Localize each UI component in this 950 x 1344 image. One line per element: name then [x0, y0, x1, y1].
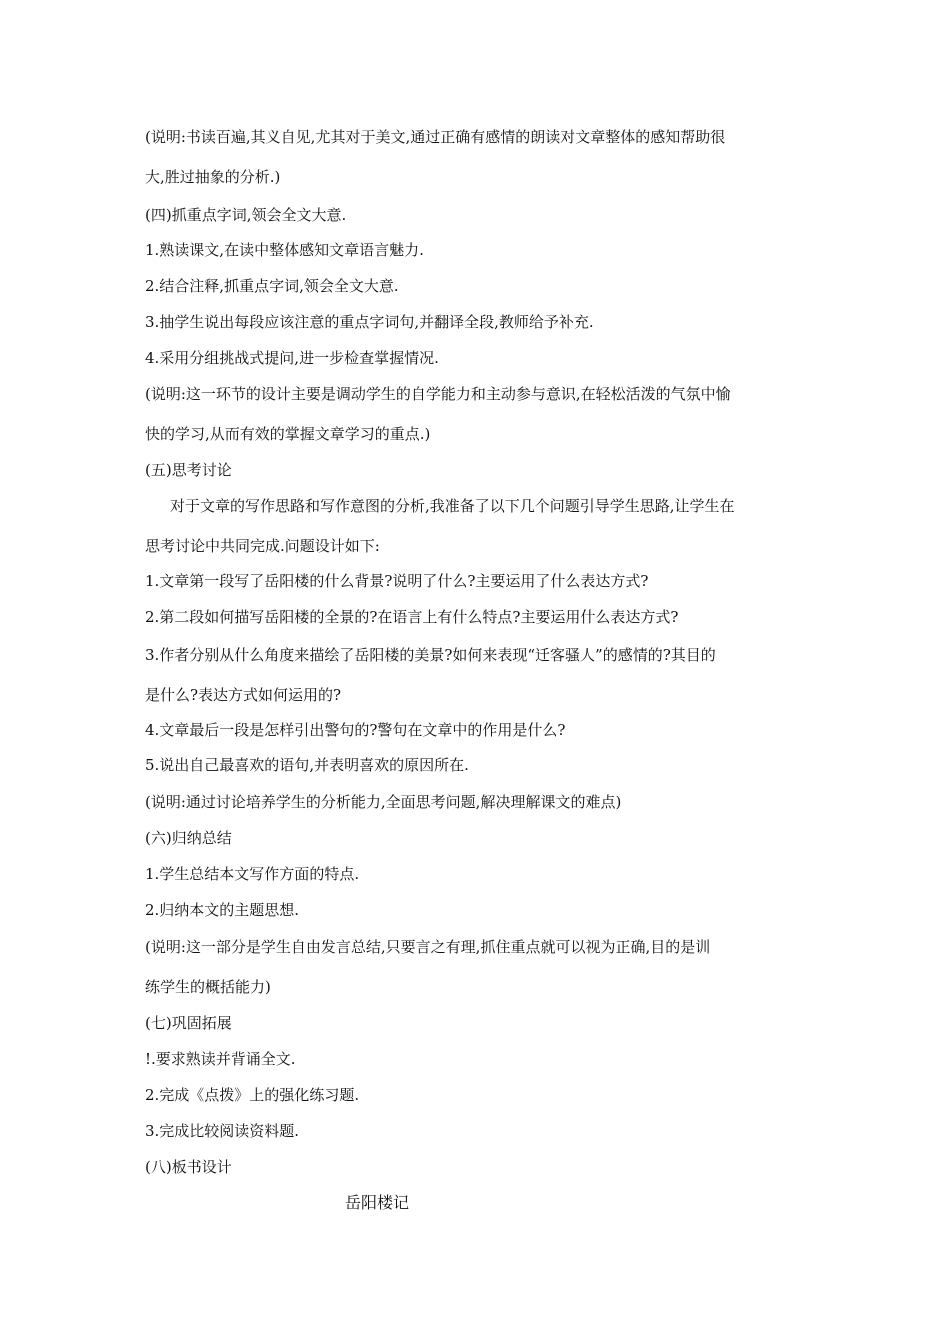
text-line: 3.完成比较阅读资料题.	[145, 1122, 300, 1140]
text-line: (说明:这一部分是学生自由发言总结,只要言之有理,抓住重点就可以视为正确,目的是训	[145, 938, 711, 956]
section-heading: (七)巩固拓展	[145, 1014, 232, 1032]
text-line: 2.完成《点拨》上的强化练习题.	[145, 1086, 360, 1104]
text-line: 4.采用分组挑战式提问,进一步检查掌握情况.	[145, 349, 439, 367]
text-line: 快的学习,从而有效的掌握文章学习的重点.)	[145, 425, 431, 443]
text-line: 3.作者分别从什么角度来描绘了岳阳楼的美景?如何来表现“迁客骚人”的感情的?其目的	[145, 646, 716, 664]
text-line: 2.第二段如何描写岳阳楼的全景的?在语言上有什么特点?主要运用什么表达方式?	[145, 608, 679, 626]
text-line: 1.学生总结本文写作方面的特点.	[145, 865, 360, 883]
text-line: 练学生的概括能力)	[145, 978, 271, 996]
text-line: 5.说出自己最喜欢的语句,并表明喜欢的原因所在.	[145, 756, 469, 774]
text-line: 1.熟读课文,在读中整体感知文章语言魅力.	[145, 241, 424, 259]
text-line: (说明:书读百遍,其义自见,尤其对于美文,通过正确有感情的朗读对文章整体的感知帮助很	[145, 128, 726, 146]
section-heading: (六)归纳总结	[145, 829, 232, 847]
board-title: 岳阳楼记	[345, 1193, 410, 1212]
text-line: 大,胜过抽象的分析.)	[145, 168, 281, 186]
text-line: (说明:通过讨论培养学生的分析能力,全面思考问题,解决理解课文的难点)	[145, 793, 622, 811]
text-line: 3.抽学生说出每段应该注意的重点字词句,并翻译全段,教师给予补充.	[145, 313, 594, 331]
text-line: 对于文章的写作思路和写作意图的分析,我准备了以下几个问题引导学生思路,让学生在	[170, 497, 735, 515]
text-line: 是什么?表达方式如何运用的?	[145, 686, 342, 704]
section-heading: (四)抓重点字词,领会全文大意.	[145, 206, 347, 224]
text-line: 2.结合注释,抓重点字词,领会全文大意.	[145, 277, 399, 295]
text-line: !.要求熟读并背诵全文.	[145, 1050, 296, 1068]
text-line: 思考讨论中共同完成.问题设计如下:	[145, 537, 380, 555]
text-line: 4.文章最后一段是怎样引出警句的?警句在文章中的作用是什么?	[145, 721, 566, 739]
text-line: (说明:这一环节的设计主要是调动学生的自学能力和主动参与意识,在轻松活泼的气氛中愉	[145, 385, 731, 403]
section-heading: (八)板书设计	[145, 1158, 232, 1176]
section-heading: (五)思考讨论	[145, 461, 232, 479]
text-line: 2.归纳本文的主题思想.	[145, 901, 300, 919]
text-line: 1.文章第一段写了岳阳楼的什么背景?说明了什么?主要运用了什么表达方式?	[145, 572, 649, 590]
